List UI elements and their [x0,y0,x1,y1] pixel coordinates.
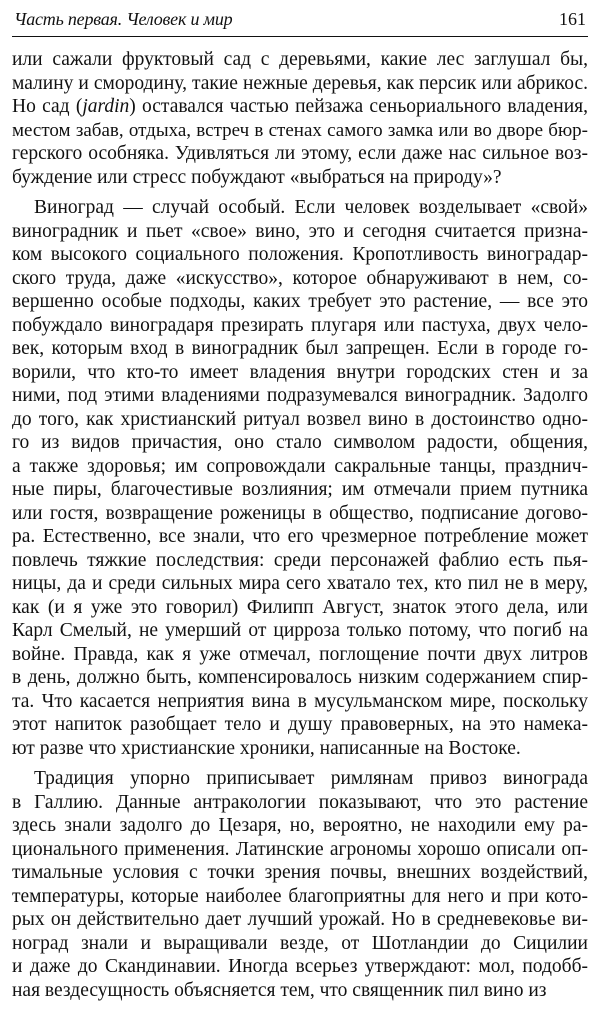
text-line: рых он действительно дает лучший урожай. Но в средневековье ви- [12,909,588,930]
text-line: тимальные условия с точки зрения почвы, внешних воздействий, [12,862,588,883]
text-line: виноградник и пьет «свое» вино, это и сегодня считается призна- [12,220,588,242]
italic-term: jardin [82,96,130,117]
text-line: или сажали фруктовый сад с деревьями, какие лес заглушал бы, [12,49,588,70]
text-line: а также здоровья; им сопровождали сакральные танцы, празднич- [12,455,588,477]
text-line: этот напиток разобщает тело и душу правоверных, на это намека- [12,714,588,735]
text-line: здесь знали задолго до Цезаря, но, вероятно, не находили ему ра- [12,815,588,836]
text-line: или гостя, возвращение роженицы в общество, подписание догово- [12,502,588,524]
paragraph [12,767,588,1002]
text-line: как (и я уже это говорил) Филипп Август, знаток этого дела, или [12,596,588,618]
book-page [12,0,588,1018]
text-line: ционального применения. Латинские агрономы хорошо описали оп- [12,838,588,860]
text-line: ная вездесущность объясняется тем, что священник пил вино из [12,979,547,1001]
text-line: ского труда, даже «искусство», которое обнаруживают в нем, со- [12,267,588,289]
text-line: в день, должно быть, компенсировалось низким содержанием спир- [12,667,588,688]
text-line: век, которым вход в виноградник был запрещен. Если в городе го- [12,338,588,359]
body-text [12,48,588,1002]
page-number: 161 [559,9,586,29]
text-line: войне. Правда, как я уже отмечал, поглощение почти двух литров [12,643,588,665]
text-line: ют разве что христианские хроники, написанные на Востоке. [12,737,521,759]
text-line: герского особняка. Удивляться ли этому, если даже нас сильное воз- [12,143,588,164]
text-line: до того, как христианский ритуал возвел вино в достоинство одно- [12,408,588,430]
text-line: и даже до Скандинавии. Иногда всерьез утверждают: мол, подобб- [12,956,588,977]
text-line: в Галлию. Данные антракологии показывают, что это растение [12,791,588,813]
text-line: ноград знали и выращивали везде, от Шотландии до Сицилии [12,932,588,954]
text-line: местом забав, отдыха, встреч в стенах самого замка или во дворе бюр- [12,119,588,141]
text-line: Традиция упорно приписывает римлянам привоз винограда [34,768,588,789]
text-line: Виноград — случай особый. Если человек возделывает «свой» [34,197,588,218]
text-line: ра. Естественно, все знали, что его чрезмерное потребление может [12,526,588,547]
text-line: малину и смородину, такие нежные деревья, как персик или абрикос. [12,72,588,94]
text-line: температуры, которые наиболее благоприятны для него и при кото- [12,885,588,907]
text-line: го из видов причастия, оно стало символом радости, общения, [12,432,588,453]
text-line: побуждало виноградаря презирать плугаря или пастуха, двух чело- [12,314,588,336]
text-line: та. Что касается неприятия вина в мусульманском мире, поскольку [12,690,588,712]
text-line: Но сад (jardin) оставался частью пейзажа сеньориального владения, [12,96,588,117]
header-rule [12,36,588,37]
text-line: вершенно особые подходы, каких требует это растение, — все это [12,291,588,312]
text-line: Карл Смелый, не умерший от цирроза только потому, что погиб на [12,620,588,641]
text-line: ворили, что кто-то имеет владения внутри городских стен и за [12,361,588,383]
page-header [12,6,588,32]
text-line: повлечь тяжкие последствия: среди персонажей фаблио есть пья- [12,549,588,571]
paragraph [12,48,588,189]
text-line: ними, под этими владениями подразумевался виноградник. Задолго [12,385,588,406]
text-line: ницы, да и среди сильных мира сего хватало тех, кто пил не в меру, [12,573,588,594]
text-line: ные пиры, благочестивые возлияния; им отмечали прием путника [12,479,588,500]
text-line: буждение или стресс побуждают «выбраться на природу»? [12,166,502,188]
paragraph [12,196,588,760]
running-head: Часть первая. Человек и мир [14,9,233,29]
text-line: ком высокого социального положения. Кропотливость виноградар- [12,244,588,265]
